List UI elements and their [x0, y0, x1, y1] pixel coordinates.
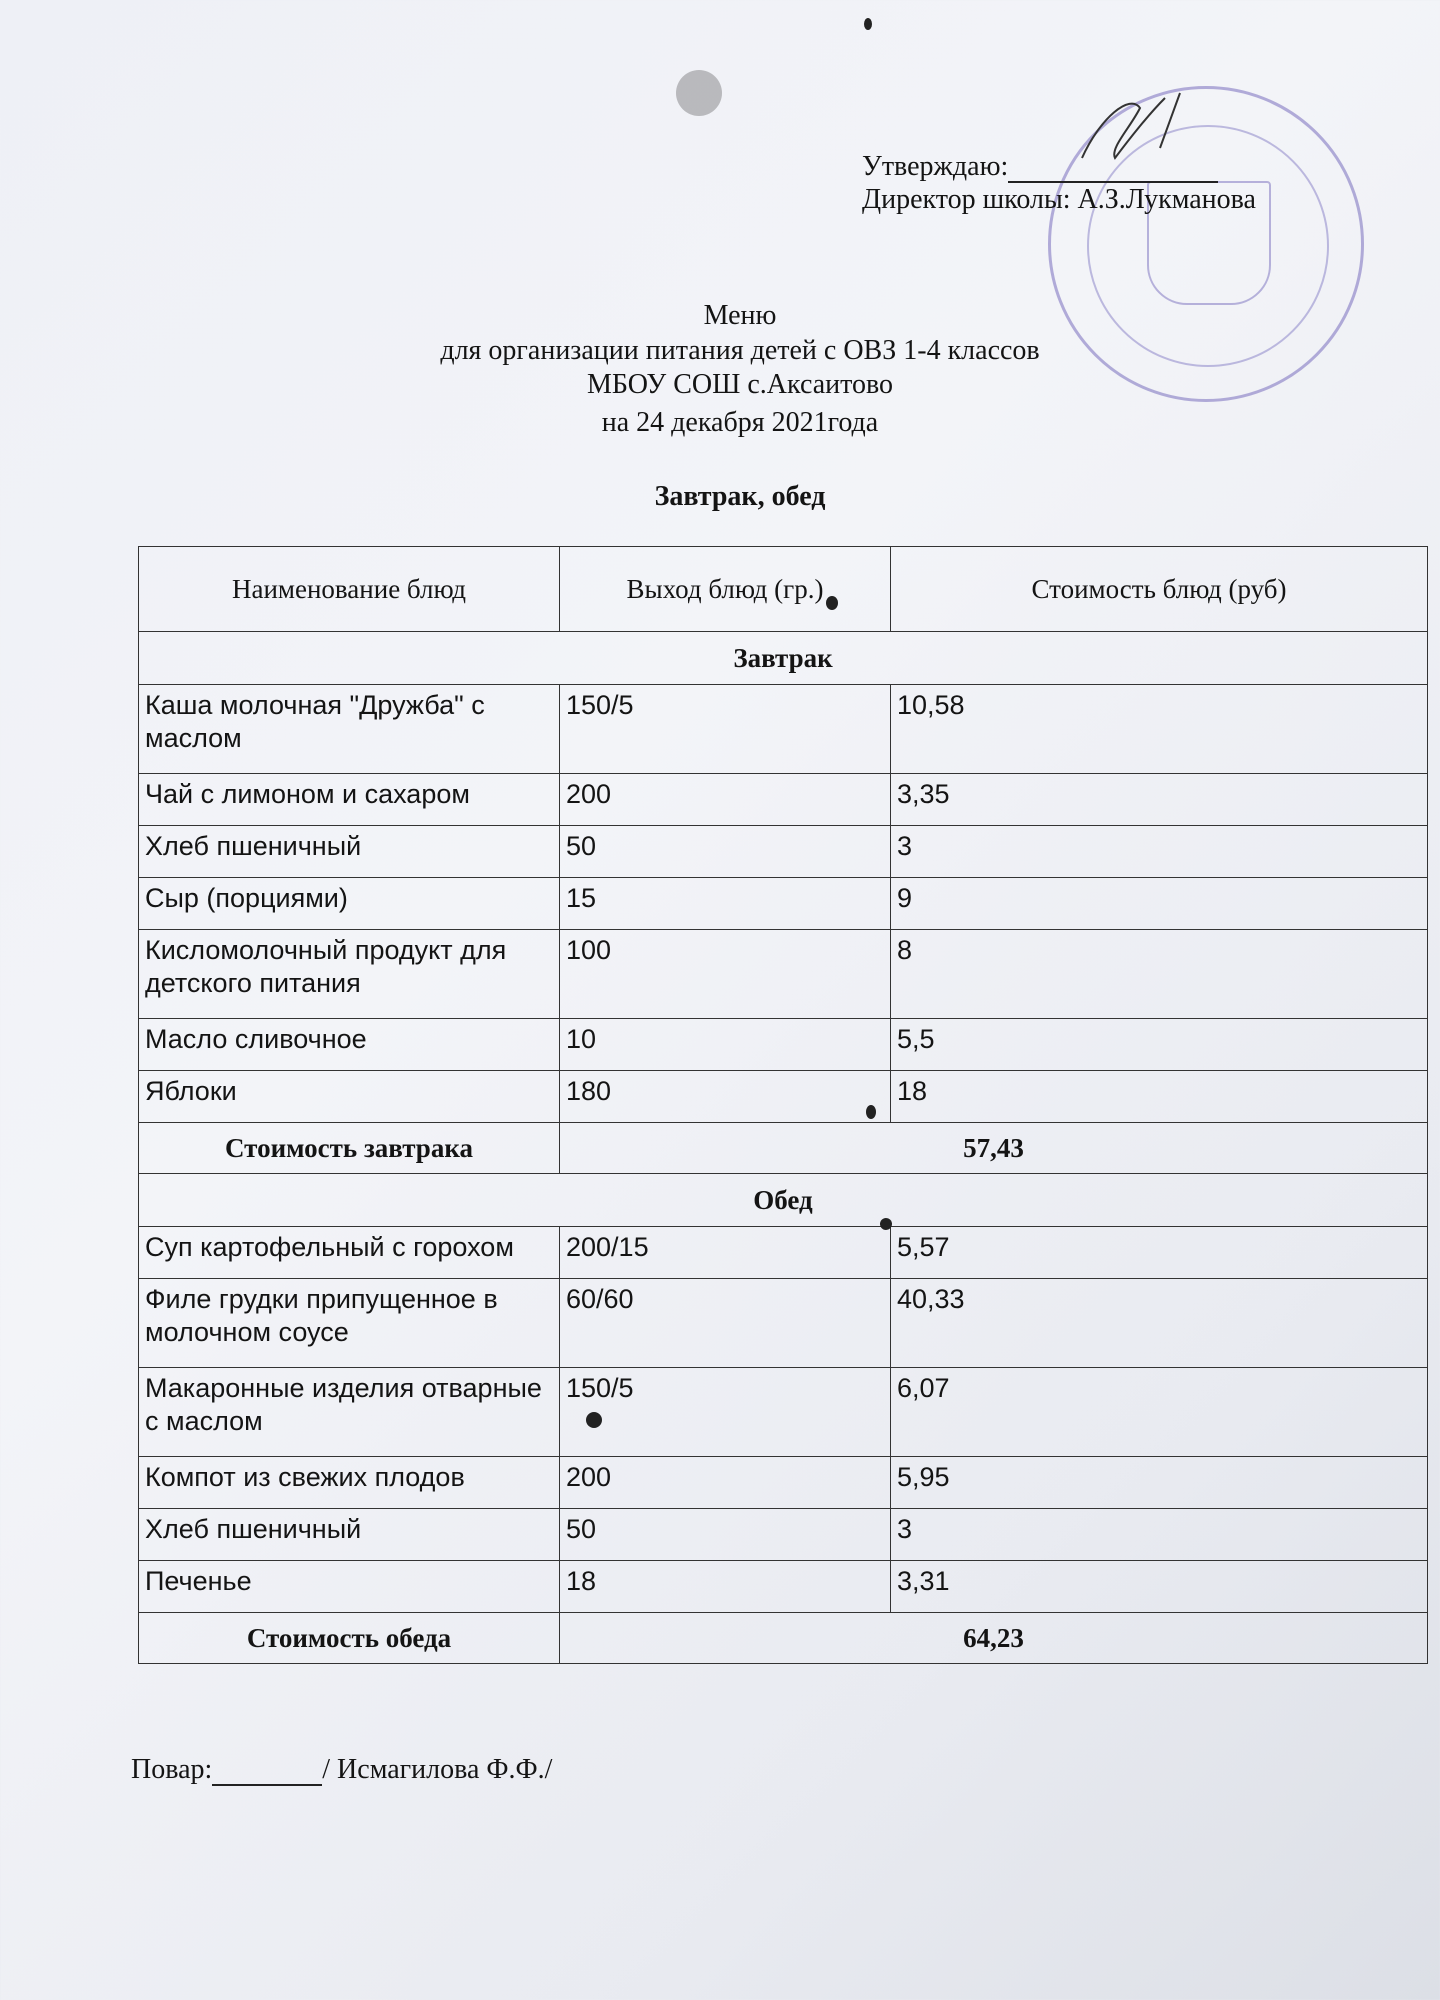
doc-title-line3: МБОУ СОШ с.Аксаитово: [586, 369, 894, 400]
table-row: [139, 826, 1428, 878]
menu-table: [138, 546, 1428, 1664]
dish-cost: 8: [891, 930, 1428, 1019]
dish-yield: 18: [560, 1561, 891, 1613]
cook-signature-block: [131, 1754, 552, 1786]
dish-cost: 5,95: [891, 1457, 1428, 1509]
table-row: [139, 1457, 1428, 1509]
total-label: Стоимость завтрака: [139, 1123, 560, 1174]
header-cost: Стоимость блюд (руб): [891, 547, 1428, 632]
ink-smudge: [676, 70, 722, 116]
table-header-row: [139, 547, 1428, 632]
table-row: [139, 1368, 1428, 1457]
dish-name: Печенье: [139, 1561, 560, 1613]
table-row: [139, 1561, 1428, 1613]
dish-name: Чай с лимоном и сахаром: [139, 774, 560, 826]
dish-cost: 3,35: [891, 774, 1428, 826]
cook-name: / Исмагилова Ф.Ф./: [322, 1754, 553, 1785]
dish-cost: 3: [891, 1509, 1428, 1561]
table-row: [139, 1509, 1428, 1561]
dish-cost: 18: [891, 1071, 1428, 1123]
total-value: 57,43: [560, 1123, 1428, 1174]
dish-yield: 50: [560, 1509, 891, 1561]
dish-yield: 200/15: [560, 1227, 891, 1279]
dish-yield: 200: [560, 1457, 891, 1509]
ink-spot: [586, 1412, 602, 1428]
cook-label: Повар:: [131, 1754, 213, 1785]
ink-spot: [880, 1218, 892, 1230]
dish-cost: 10,58: [891, 685, 1428, 774]
dish-cost: 40,33: [891, 1279, 1428, 1368]
section-breakfast: [139, 632, 1428, 685]
table-row: [139, 685, 1428, 774]
table-row: [139, 930, 1428, 1019]
cook-signature: [212, 1756, 322, 1786]
dish-name: Хлеб пшеничный: [139, 826, 560, 878]
table-row: [139, 1279, 1428, 1368]
table-row: [139, 774, 1428, 826]
dish-yield: 10: [560, 1019, 891, 1071]
total-label: Стоимость обеда: [139, 1613, 560, 1664]
approve-label: Утверждаю:: [862, 151, 1009, 182]
lunch-total-row: [139, 1613, 1428, 1664]
dish-cost: 5,5: [891, 1019, 1428, 1071]
dish-name: Сыр (порциями): [139, 878, 560, 930]
dish-cost: 6,07: [891, 1368, 1428, 1457]
approval-block: [862, 150, 1256, 216]
dish-name: Суп картофельный с горохом: [139, 1227, 560, 1279]
dish-yield: 150/5: [560, 685, 891, 774]
dish-cost: 3: [891, 826, 1428, 878]
ink-spot: [826, 596, 838, 610]
header-yield: Выход блюд (гр.): [560, 547, 891, 632]
table-row: [139, 1019, 1428, 1071]
dish-name: Макаронные изделия отварные с маслом: [139, 1368, 560, 1457]
dish-name: Компот из свежих плодов: [139, 1457, 560, 1509]
dish-name: Кисломолочный продукт для детского питания: [139, 930, 560, 1019]
dish-name: Филе грудки припущенное в молочном соусе: [139, 1279, 560, 1368]
dish-yield: 180: [560, 1071, 891, 1123]
table-row: [139, 1071, 1428, 1123]
table-row: [139, 878, 1428, 930]
dish-cost: 5,57: [891, 1227, 1428, 1279]
section-lunch: [139, 1174, 1428, 1227]
dish-yield: 50: [560, 826, 891, 878]
dish-name: Каша молочная "Дружба" с маслом: [139, 685, 560, 774]
table-row: [139, 1227, 1428, 1279]
director-label: Директор школы: А.З.Лукманова: [862, 184, 1256, 215]
dish-name: Масло сливочное: [139, 1019, 560, 1071]
doc-subtitle: Завтрак, обед: [654, 481, 826, 512]
section-title: Завтрак: [139, 632, 1428, 685]
dish-name: Яблоки: [139, 1071, 560, 1123]
dish-yield: 200: [560, 774, 891, 826]
ink-spot: [866, 1105, 876, 1119]
dish-yield: 15: [560, 878, 891, 930]
dish-cost: 3,31: [891, 1561, 1428, 1613]
dish-yield: 100: [560, 930, 891, 1019]
breakfast-total-row: [139, 1123, 1428, 1174]
dish-yield: 150/5: [560, 1368, 891, 1457]
doc-title-line2: для организации питания детей с ОВЗ 1-4 классов: [440, 335, 1040, 366]
total-value: 64,23: [560, 1613, 1428, 1664]
section-title: Обед: [139, 1174, 1428, 1227]
signature-line: [1008, 155, 1218, 183]
doc-title-line4: на 24 декабря 2021года: [601, 407, 879, 438]
ink-spot: [864, 18, 872, 30]
header-name: Наименование блюд: [139, 547, 560, 632]
doc-title: Меню: [703, 300, 777, 331]
dish-yield: 60/60: [560, 1279, 891, 1368]
dish-name: Хлеб пшеничный: [139, 1509, 560, 1561]
dish-cost: 9: [891, 878, 1428, 930]
